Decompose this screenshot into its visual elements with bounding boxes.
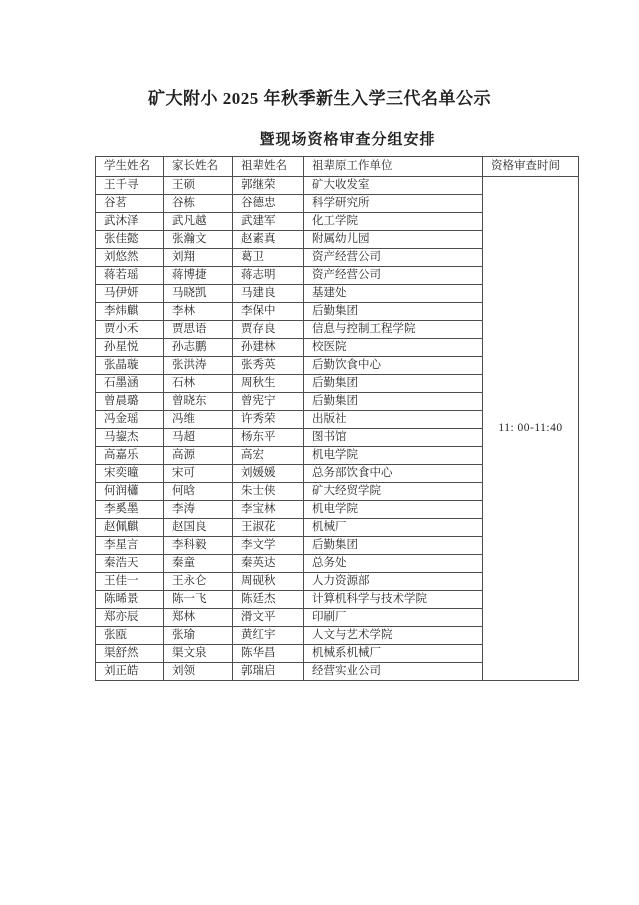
review-time-cell: 11: 00-11:40 [483, 177, 579, 681]
cell-parent-name: 秦童 [164, 555, 233, 573]
cell-student-name: 张晶璇 [96, 357, 164, 375]
cell-parent-name: 马超 [164, 429, 233, 447]
column-header-grandparent-name: 祖辈姓名 [233, 157, 304, 177]
cell-grandparent-work-unit: 人文与艺术学院 [304, 627, 483, 645]
cell-grandparent-work-unit: 矿大经贸学院 [304, 483, 483, 501]
cell-grandparent-name: 谷德忠 [233, 195, 304, 213]
cell-parent-name: 马晓凯 [164, 285, 233, 303]
cell-student-name: 何润櫹 [96, 483, 164, 501]
cell-grandparent-work-unit: 总务处 [304, 555, 483, 573]
cell-student-name: 曾晨璐 [96, 393, 164, 411]
cell-grandparent-name: 滑文平 [233, 609, 304, 627]
cell-parent-name: 李林 [164, 303, 233, 321]
cell-student-name: 秦浩天 [96, 555, 164, 573]
cell-grandparent-work-unit: 矿大收发室 [304, 177, 483, 195]
cell-grandparent-name: 刘媛媛 [233, 465, 304, 483]
cell-student-name: 蒋若瑶 [96, 267, 164, 285]
column-header-grandparent-work-unit: 祖辈原工作单位 [304, 157, 483, 177]
cell-student-name: 马伊妍 [96, 285, 164, 303]
cell-parent-name: 石林 [164, 375, 233, 393]
cell-student-name: 李星言 [96, 537, 164, 555]
cell-parent-name: 冯维 [164, 411, 233, 429]
cell-parent-name: 渠文泉 [164, 645, 233, 663]
cell-grandparent-name: 曾宪宁 [233, 393, 304, 411]
cell-grandparent-name: 陈华昌 [233, 645, 304, 663]
cell-parent-name: 蒋博捷 [164, 267, 233, 285]
cell-parent-name: 李涛 [164, 501, 233, 519]
cell-student-name: 李炜麒 [96, 303, 164, 321]
cell-student-name: 郑亦辰 [96, 609, 164, 627]
page-title: 矿大附小 2025 年秋季新生入学三代名单公示 [148, 89, 491, 108]
cell-grandparent-work-unit: 资产经营公司 [304, 267, 483, 285]
cell-parent-name: 郑林 [164, 609, 233, 627]
cell-grandparent-name: 高宏 [233, 447, 304, 465]
cell-grandparent-work-unit: 后勤集团 [304, 393, 483, 411]
cell-parent-name: 张瀚文 [164, 231, 233, 249]
column-header-parent-name: 家长姓名 [164, 157, 233, 177]
cell-parent-name: 宋可 [164, 465, 233, 483]
cell-grandparent-name: 马建良 [233, 285, 304, 303]
header-row [96, 157, 579, 177]
cell-grandparent-name: 蒋志明 [233, 267, 304, 285]
cell-parent-name: 高源 [164, 447, 233, 465]
cell-student-name: 马鋆杰 [96, 429, 164, 447]
cell-grandparent-work-unit: 信息与控制工程学院 [304, 321, 483, 339]
cell-grandparent-name: 张秀英 [233, 357, 304, 375]
cell-grandparent-work-unit: 机械系机械厂 [304, 645, 483, 663]
cell-student-name: 冯金瑶 [96, 411, 164, 429]
cell-parent-name: 刘翔 [164, 249, 233, 267]
cell-grandparent-name: 孙建林 [233, 339, 304, 357]
cell-grandparent-name: 陈廷杰 [233, 591, 304, 609]
cell-grandparent-work-unit: 计算机科学与技术学院 [304, 591, 483, 609]
cell-grandparent-name: 赵素真 [233, 231, 304, 249]
cell-student-name: 李奚墨 [96, 501, 164, 519]
cell-student-name: 贾小禾 [96, 321, 164, 339]
cell-parent-name: 刘领 [164, 663, 233, 681]
cell-student-name: 刘正皓 [96, 663, 164, 681]
cell-grandparent-work-unit: 后勤集团 [304, 537, 483, 555]
cell-parent-name: 张瑜 [164, 627, 233, 645]
cell-parent-name: 赵国良 [164, 519, 233, 537]
cell-grandparent-work-unit: 印刷厂 [304, 609, 483, 627]
cell-grandparent-name: 周砚秋 [233, 573, 304, 591]
cell-grandparent-work-unit: 科学研究所 [304, 195, 483, 213]
cell-student-name: 谷茗 [96, 195, 164, 213]
cell-student-name: 王佳一 [96, 573, 164, 591]
cell-student-name: 高嘉乐 [96, 447, 164, 465]
cell-grandparent-name: 王淑花 [233, 519, 304, 537]
cell-student-name: 刘悠然 [96, 249, 164, 267]
column-header-student-name: 学生姓名 [96, 157, 164, 177]
cell-grandparent-work-unit: 资产经营公司 [304, 249, 483, 267]
cell-student-name: 宋奕曈 [96, 465, 164, 483]
cell-student-name: 孙星悦 [96, 339, 164, 357]
cell-student-name: 陈晞景 [96, 591, 164, 609]
cell-grandparent-work-unit: 总务部饮食中心 [304, 465, 483, 483]
column-header-review-time: 资格审查时间 [483, 157, 579, 177]
cell-grandparent-name: 李保中 [233, 303, 304, 321]
cell-parent-name: 陈一飞 [164, 591, 233, 609]
cell-parent-name: 曾晓东 [164, 393, 233, 411]
cell-student-name: 赵佩麒 [96, 519, 164, 537]
cell-grandparent-work-unit: 机电学院 [304, 447, 483, 465]
cell-student-name: 武沐泽 [96, 213, 164, 231]
page-subtitle: 暨现场资格审查分组安排 [259, 132, 436, 148]
cell-student-name: 王千寻 [96, 177, 164, 195]
cell-student-name: 张瓯 [96, 627, 164, 645]
cell-grandparent-name: 周秋生 [233, 375, 304, 393]
cell-grandparent-work-unit: 后勤饮食中心 [304, 357, 483, 375]
cell-parent-name: 谷栋 [164, 195, 233, 213]
cell-parent-name: 李科毅 [164, 537, 233, 555]
cell-student-name: 张佳懿 [96, 231, 164, 249]
cell-grandparent-work-unit: 化工学院 [304, 213, 483, 231]
cell-grandparent-work-unit: 校医院 [304, 339, 483, 357]
cell-parent-name: 何晗 [164, 483, 233, 501]
cell-grandparent-name: 黄红宇 [233, 627, 304, 645]
cell-grandparent-name: 葛卫 [233, 249, 304, 267]
cell-grandparent-work-unit: 后勤集团 [304, 303, 483, 321]
cell-parent-name: 张洪涛 [164, 357, 233, 375]
cell-grandparent-work-unit: 附属幼儿园 [304, 231, 483, 249]
cell-grandparent-name: 许秀荣 [233, 411, 304, 429]
cell-grandparent-work-unit: 基建处 [304, 285, 483, 303]
cell-student-name: 石墨涵 [96, 375, 164, 393]
cell-grandparent-work-unit: 后勤集团 [304, 375, 483, 393]
cell-parent-name: 王硕 [164, 177, 233, 195]
cell-grandparent-name: 郭瑞启 [233, 663, 304, 681]
cell-grandparent-name: 秦英达 [233, 555, 304, 573]
cell-grandparent-work-unit: 图书馆 [304, 429, 483, 447]
cell-grandparent-work-unit: 出版社 [304, 411, 483, 429]
cell-grandparent-name: 杨东平 [233, 429, 304, 447]
cell-grandparent-name: 贾存良 [233, 321, 304, 339]
cell-parent-name: 孙志鹏 [164, 339, 233, 357]
cell-grandparent-work-unit: 经营实业公司 [304, 663, 483, 681]
cell-grandparent-name: 李文学 [233, 537, 304, 555]
cell-grandparent-name: 李宝林 [233, 501, 304, 519]
cell-grandparent-name: 朱士侠 [233, 483, 304, 501]
cell-student-name: 渠舒然 [96, 645, 164, 663]
table-row [96, 177, 579, 195]
cell-grandparent-name: 郭继荣 [233, 177, 304, 195]
cell-grandparent-name: 武建军 [233, 213, 304, 231]
cell-parent-name: 王永仑 [164, 573, 233, 591]
roster-table [95, 156, 579, 681]
cell-parent-name: 武凡越 [164, 213, 233, 231]
cell-grandparent-work-unit: 机械厂 [304, 519, 483, 537]
cell-grandparent-work-unit: 机电学院 [304, 501, 483, 519]
cell-parent-name: 贾思语 [164, 321, 233, 339]
cell-grandparent-work-unit: 人力资源部 [304, 573, 483, 591]
